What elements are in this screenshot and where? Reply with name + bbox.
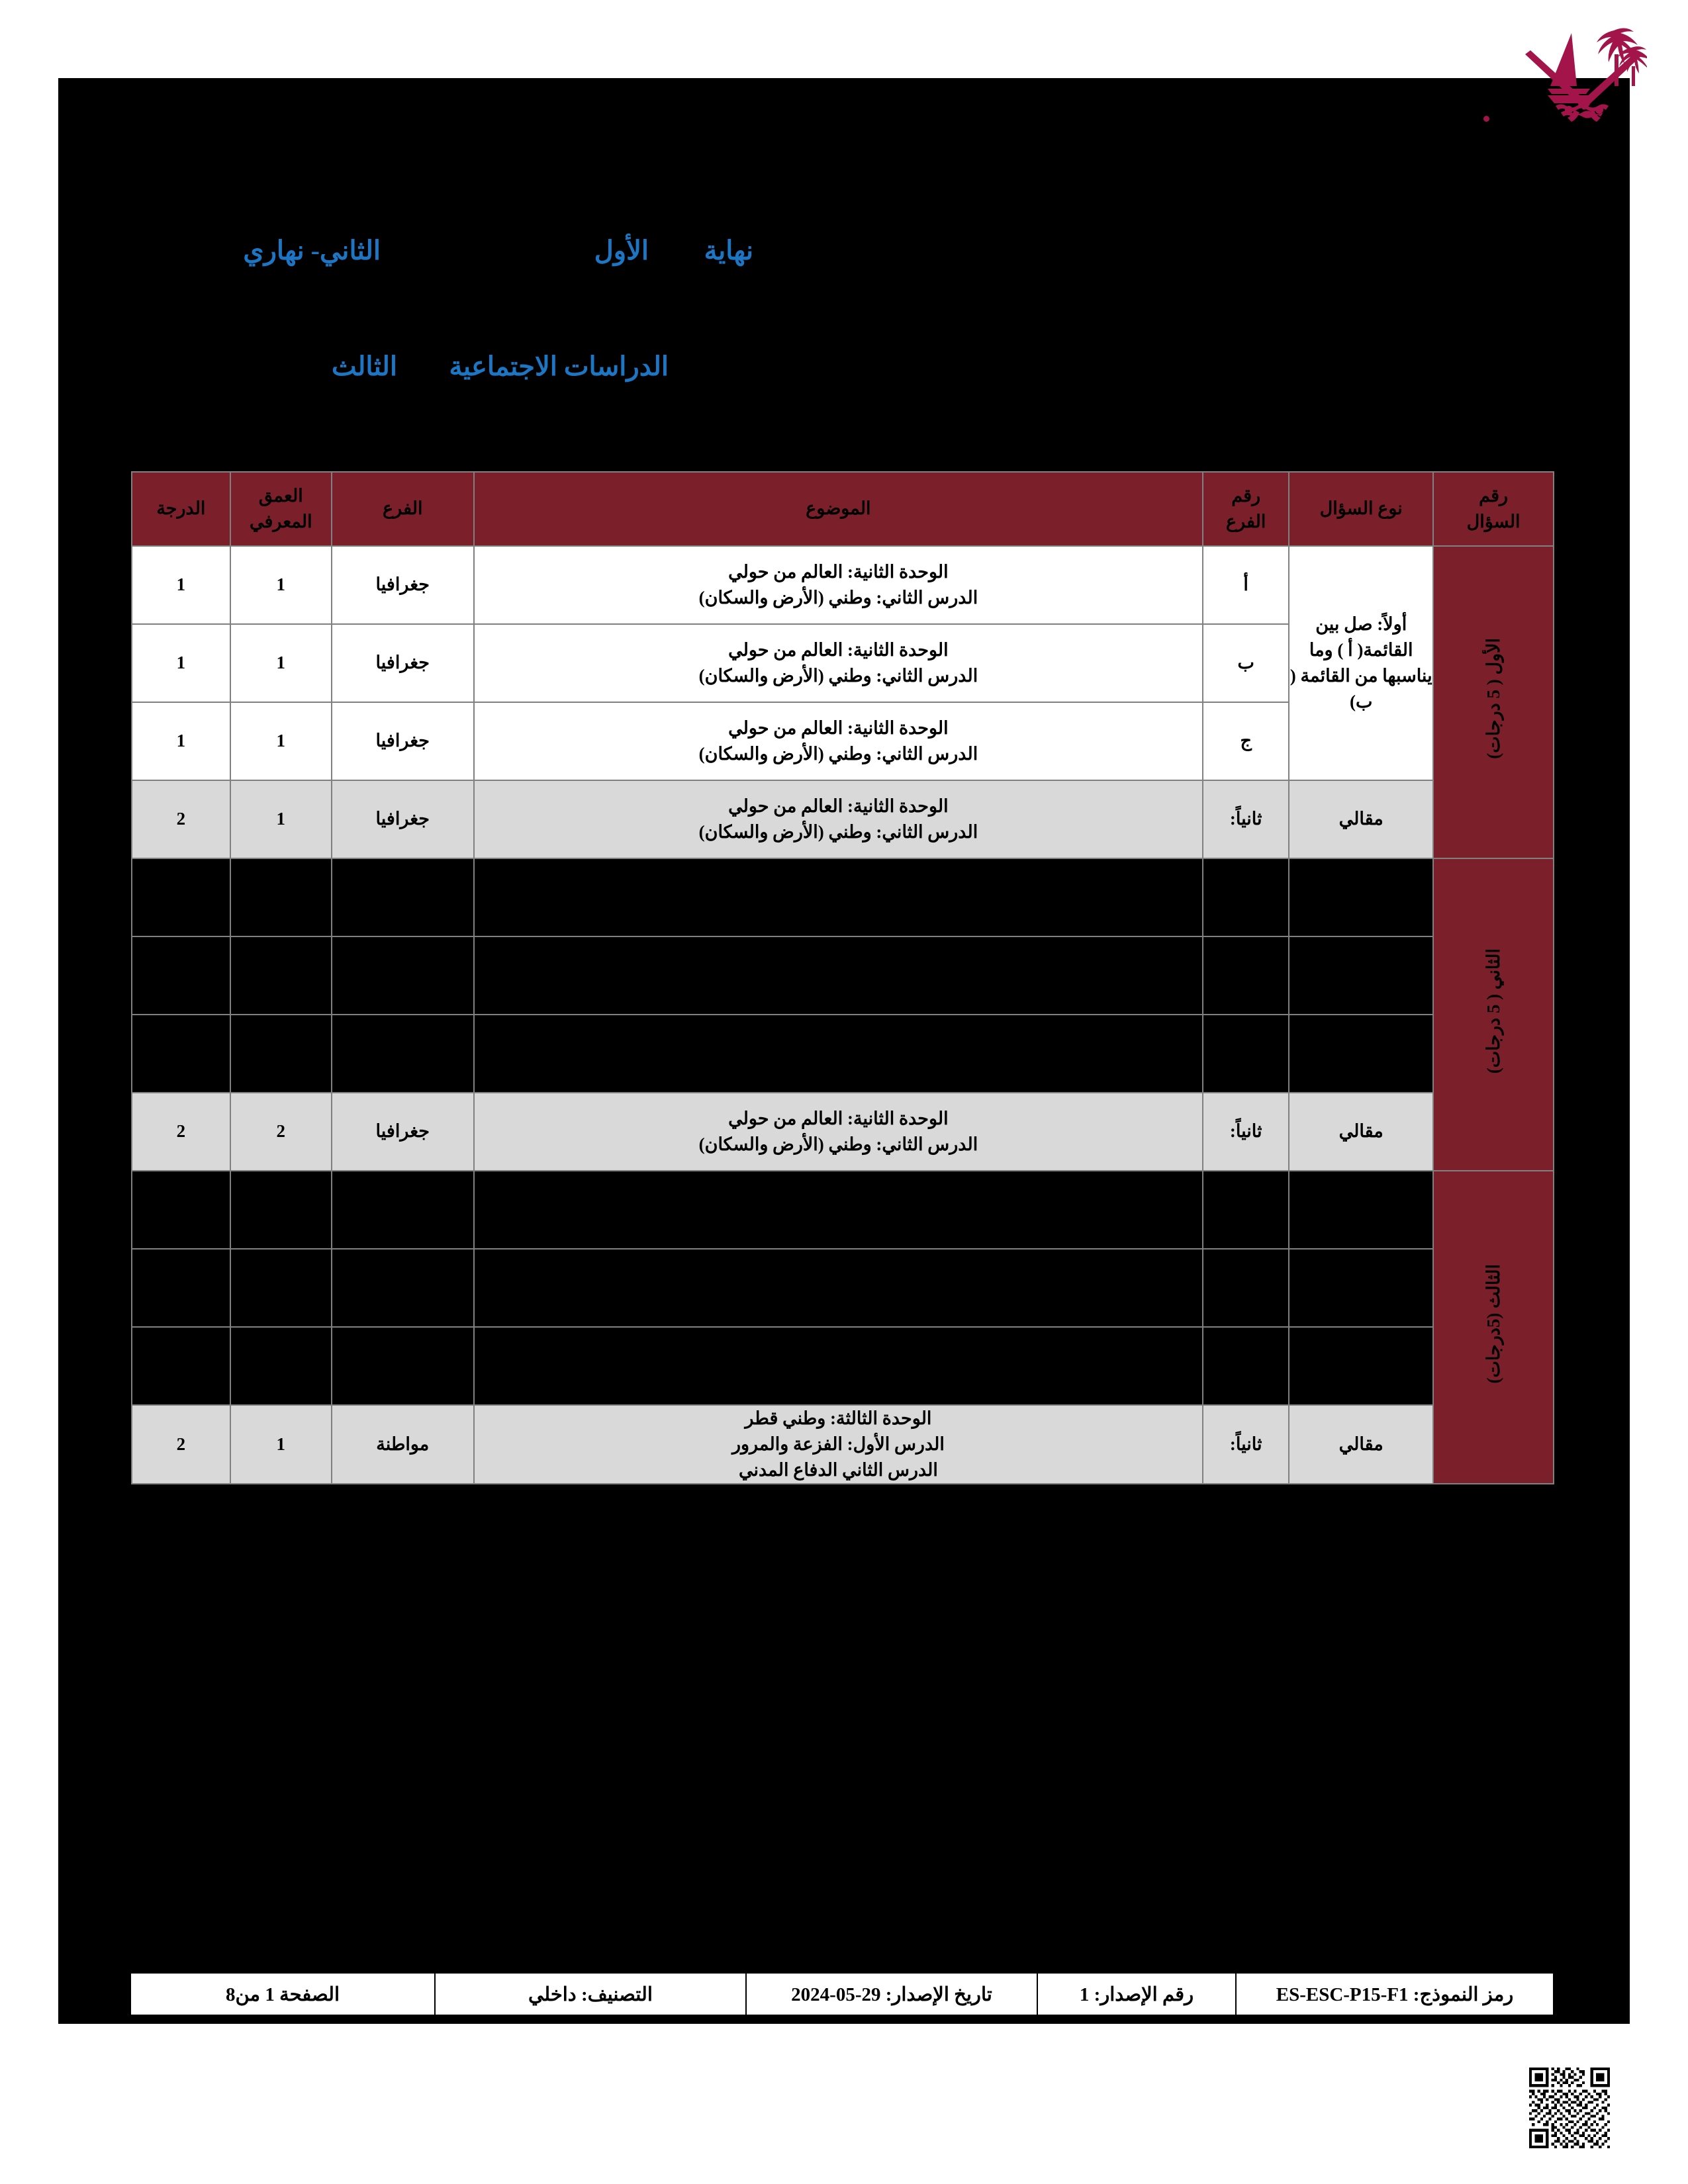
topic-line-1: الوحدة الثانية: العالم من حولي	[728, 639, 949, 660]
topic-line-2: الدرس الثاني: وطني (الأرض والسكان)	[698, 666, 978, 686]
footer-issue-date: تاريخ الإصدار: 29-05-2024	[746, 1973, 1037, 2015]
depth-cell	[230, 1327, 332, 1405]
sub-number-cell: ج	[1203, 702, 1289, 780]
topic-line-1: الوحدة الثانية: العالم من حولي	[728, 717, 949, 738]
col-header-depth-line1: العمق	[258, 485, 303, 506]
table-row	[132, 1405, 1554, 1484]
branch-cell: جغرافيا	[332, 624, 474, 702]
topic-cell	[474, 1327, 1203, 1405]
topic-line-2: الدرس الأول: الفزعة والمرور	[731, 1434, 945, 1455]
score-cell: 1	[132, 624, 230, 702]
sub-number-cell	[1203, 1249, 1289, 1327]
col-header-question-number-line1: رقم	[1479, 485, 1509, 506]
question-type-cell	[1289, 858, 1433, 936]
table-row	[132, 1171, 1554, 1249]
header-exam-period: نهاية	[704, 236, 753, 265]
score-cell	[132, 1249, 230, 1327]
score-cell: 1	[132, 702, 230, 780]
col-header-branch: الفرع	[332, 472, 474, 546]
col-header-topic: الموضوع	[474, 472, 1203, 546]
topic-cell	[474, 936, 1203, 1015]
table-row	[132, 1015, 1554, 1093]
header-grade: الثالث	[331, 351, 397, 381]
depth-cell	[230, 1249, 332, 1327]
footer-classification: التصنيف: داخلي	[435, 1973, 746, 2015]
table-row	[132, 936, 1554, 1015]
topic-line-1: الوحدة الثالثة: وطني قطر	[745, 1408, 932, 1428]
question-type-cell	[1289, 1015, 1433, 1093]
topic-cell	[474, 624, 1203, 702]
footer-page-number: الصفحة 1 من8	[130, 1973, 435, 2015]
col-header-sub-number-line2: الفرع	[1225, 512, 1266, 531]
topic-line-2: الدرس الثاني: وطني (الأرض والسكان)	[698, 822, 978, 842]
question-group-label-1	[1433, 546, 1554, 858]
sub-number-cell: ب	[1203, 624, 1289, 702]
question-group-label-text: الثاني ( 5 درجات)	[1483, 948, 1503, 1074]
branch-cell: مواطنة	[332, 1405, 474, 1484]
question-group-label-2	[1433, 858, 1554, 1171]
col-header-question-type: نوع السؤال	[1289, 472, 1433, 546]
col-header-score: الدرجة	[132, 472, 230, 546]
sub-number-cell	[1203, 1015, 1289, 1093]
depth-cell	[230, 1171, 332, 1249]
sub-number-cell	[1203, 936, 1289, 1015]
question-prompt: أولاً: صل بين القائمة( أ ) وما يناسبها من القائمة ( ب)	[1289, 546, 1433, 780]
table-header-row	[132, 472, 1554, 546]
topic-line-2: الدرس الثاني: وطني (الأرض والسكان)	[698, 588, 978, 608]
question-group-label-3	[1433, 1171, 1554, 1484]
topic-line-1: الوحدة الثانية: العالم من حولي	[728, 1108, 949, 1128]
decorative-dot	[1483, 116, 1489, 122]
topic-cell	[474, 1093, 1203, 1171]
branch-cell	[332, 1015, 474, 1093]
sub-number-cell: ثانياً:	[1203, 1093, 1289, 1171]
specification-table	[131, 471, 1554, 1484]
question-group-label-text: الأول ( 5 درجات)	[1483, 638, 1503, 759]
branch-cell: جغرافيا	[332, 546, 474, 624]
table-body	[132, 546, 1554, 1484]
footer-table	[130, 1972, 1554, 2016]
depth-cell: 1	[230, 1405, 332, 1484]
header-subject: الدراسات الاجتماعية	[449, 351, 669, 381]
depth-cell: 1	[230, 624, 332, 702]
sub-number-cell	[1203, 1327, 1289, 1405]
topic-cell	[474, 702, 1203, 780]
col-header-sub-number	[1203, 472, 1289, 546]
topic-cell	[474, 1249, 1203, 1327]
col-header-depth-line2: المعرفي	[249, 512, 312, 531]
question-type-cell: مقالي	[1289, 1405, 1433, 1484]
sub-number-cell: أ	[1203, 546, 1289, 624]
branch-cell	[332, 1249, 474, 1327]
branch-cell	[332, 1327, 474, 1405]
question-type-cell: مقالي	[1289, 780, 1433, 858]
header-session: الثاني- نهاري	[243, 236, 381, 265]
question-type-cell	[1289, 936, 1433, 1015]
table-row	[132, 1249, 1554, 1327]
score-cell: 2	[132, 1093, 230, 1171]
topic-cell	[474, 1171, 1203, 1249]
topic-cell	[474, 858, 1203, 936]
col-header-sub-number-line1: رقم	[1231, 485, 1261, 506]
document-footer	[131, 1972, 1554, 2016]
col-header-depth	[230, 472, 332, 546]
topic-line-3: الدرس الثاني الدفاع المدني	[738, 1460, 938, 1480]
branch-cell: جغرافيا	[332, 1093, 474, 1171]
topic-cell	[474, 780, 1203, 858]
col-header-question-number	[1433, 472, 1554, 546]
depth-cell: 1	[230, 702, 332, 780]
sub-number-cell	[1203, 858, 1289, 936]
depth-cell: 1	[230, 780, 332, 858]
sub-number-cell: ثانياً:	[1203, 1405, 1289, 1484]
branch-cell	[332, 1171, 474, 1249]
header-semester: الأول	[594, 236, 649, 265]
footer-form-code: رمز النموذج: ES-ESC-P15-F1	[1236, 1973, 1554, 2015]
topic-cell	[474, 1015, 1203, 1093]
footer-issue-number: رقم الإصدار: 1	[1037, 1973, 1236, 2015]
score-cell: 2	[132, 1405, 230, 1484]
score-cell	[132, 1015, 230, 1093]
question-type-cell	[1289, 1171, 1433, 1249]
depth-cell	[230, 936, 332, 1015]
table-row	[132, 858, 1554, 936]
score-cell	[132, 858, 230, 936]
score-cell	[132, 1327, 230, 1405]
footer-row	[130, 1973, 1554, 2015]
depth-cell: 2	[230, 1093, 332, 1171]
branch-cell: جغرافيا	[332, 780, 474, 858]
branch-cell: جغرافيا	[332, 702, 474, 780]
score-cell	[132, 1171, 230, 1249]
branch-cell	[332, 936, 474, 1015]
topic-line-2: الدرس الثاني: وطني (الأرض والسكان)	[698, 1134, 978, 1154]
table-row	[132, 1093, 1554, 1171]
topic-cell	[474, 1405, 1203, 1484]
table-row	[132, 780, 1554, 858]
sub-number-cell	[1203, 1171, 1289, 1249]
score-cell: 1	[132, 546, 230, 624]
table-row	[132, 546, 1554, 624]
question-group-label-text: الثالث (5درجات)	[1483, 1263, 1503, 1384]
qatar-state-emblem-icon	[1521, 25, 1647, 124]
depth-cell	[230, 1015, 332, 1093]
depth-cell	[230, 858, 332, 936]
score-cell	[132, 936, 230, 1015]
score-cell: 2	[132, 780, 230, 858]
question-type-cell	[1289, 1327, 1433, 1405]
question-type-cell: مقالي	[1289, 1093, 1433, 1171]
topic-line-2: الدرس الثاني: وطني (الأرض والسكان)	[698, 744, 978, 764]
topic-cell	[474, 546, 1203, 624]
specification-table-wrapper	[131, 471, 1554, 1484]
qr-code	[1529, 2068, 1610, 2148]
table-row	[132, 1327, 1554, 1405]
topic-line-1: الوحدة الثانية: العالم من حولي	[728, 796, 949, 816]
branch-cell	[332, 858, 474, 936]
topic-line-1: الوحدة الثانية: العالم من حولي	[728, 561, 949, 582]
depth-cell: 1	[230, 546, 332, 624]
sub-number-cell: ثانياً:	[1203, 780, 1289, 858]
col-header-question-number-line2: السؤال	[1466, 512, 1521, 531]
question-type-cell	[1289, 1249, 1433, 1327]
